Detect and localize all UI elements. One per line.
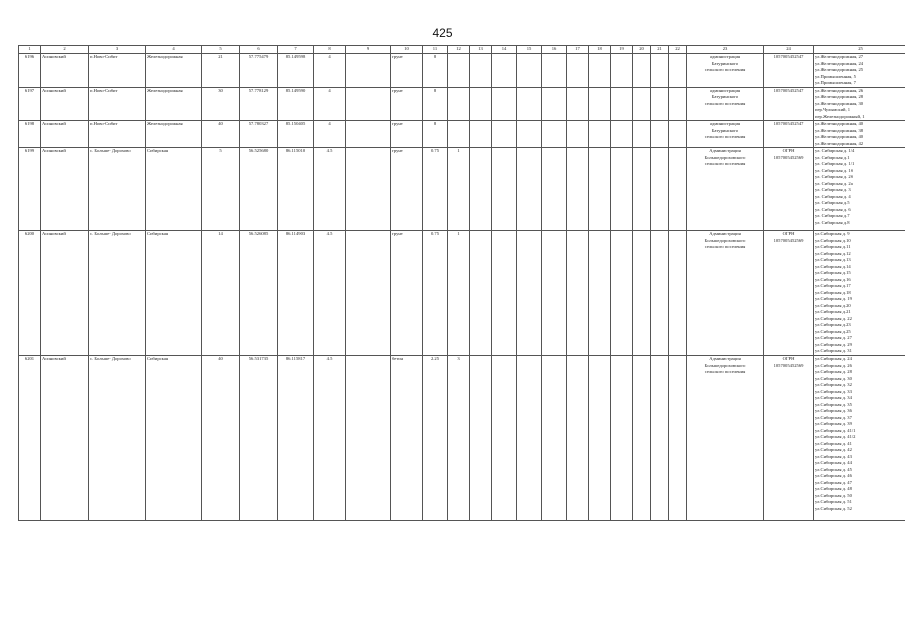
address-line: ул.Железнодорожная, 25 [815,67,864,72]
address-line: ул. Сибирская д. 4 [815,193,851,199]
cell-21 [651,54,669,88]
address-line: ул.Сибирская д. 50 [815,492,852,498]
address-line: ул.Сибирская д.21 [815,309,851,314]
cell-3: п.Ново-Сибит [89,121,146,148]
address-line: ул.Сибирская д.13 [815,257,851,262]
cell-4: Сибирская [146,231,202,356]
cell-13 [470,54,492,88]
address-line: ул. Сибирская д. 1/4 [815,148,855,153]
address-line: ул.Сибирская д. 41 [815,440,852,446]
column-number-row [19,46,905,54]
cell-14 [492,121,517,148]
cell-line: сельского поселения [704,67,746,72]
cell-20 [633,356,651,521]
address-line: ул.Промышленная, 7 [815,80,856,85]
cell-22 [669,54,687,88]
cell-5: 14 [202,231,240,356]
cell-23-multiline [687,54,764,88]
address-line: ул.Сибирская д. 26 [815,362,852,368]
cell-line: сельского поселения [704,134,746,139]
cell-line: сельского поселения [704,244,746,249]
cell-2: Асиновский [41,148,89,231]
cell-7: 86.115010 [278,148,314,231]
cell-3: с. Больше- Дорохово [89,148,146,231]
column-number-header: 1 [19,46,41,54]
cell-7: 85.149590 [278,87,314,121]
cell-line: администрация [709,54,741,59]
cell-4: Железнодорожная [146,121,202,148]
cell-1: 6200 [19,231,41,356]
cell-line: Большедороховского [704,237,746,243]
cell-line: сельского поселения [704,161,746,166]
cell-17 [567,87,589,121]
cell-19 [611,148,633,231]
cell-9 [346,121,391,148]
cell-20 [633,87,651,121]
column-number-header: 14 [492,46,517,54]
cell-11: 8 [423,121,448,148]
cell-1: 6197 [19,87,41,121]
address-line: ул.Железнодорожная, 30 [815,100,864,106]
address-line: ул. Сибирская д. 1б [815,167,854,173]
address-line: ул.Сибирская д. 29 [815,341,852,347]
address-line: ул.Сибирская д. 35 [815,401,852,407]
cell-25-multiline [814,356,905,521]
cell-3: с. Больше- Дорохово [89,356,146,521]
address-line: ул.Железнодорожная, 27 [815,54,864,59]
address-line: ул.Железнодорожная, 40 [815,121,864,126]
column-number-header: 2 [41,46,89,54]
cell-7: 85.150405 [278,121,314,148]
cell-line: 1057005452547 [773,54,804,59]
cell-1: 6201 [19,356,41,521]
cell-24-multiline [764,356,814,521]
cell-19 [611,54,633,88]
cell-9 [346,356,391,521]
cell-18 [589,356,611,521]
cell-17 [567,148,589,231]
column-number-header: 18 [589,46,611,54]
cell-12 [448,87,470,121]
address-line: ул.Сибирская д.23 [815,322,851,327]
cell-7: 86.115817 [278,356,314,521]
registry-table [18,45,905,521]
cell-line: ОГРН [782,356,795,361]
cell-13 [470,121,492,148]
address-line: ул.Сибирская д.20 [815,302,851,308]
cell-14 [492,54,517,88]
address-line: ул.Промышленная, 5 [815,73,856,79]
address-line: ул.Железнодорожная, 38 [815,127,864,133]
column-number-header: 22 [669,46,687,54]
cell-3: п.Ново-Сибит [89,54,146,88]
cell-line: 1057005452569 [773,237,804,243]
column-number-header: 24 [764,46,814,54]
cell-line: ОГРН [782,231,795,236]
cell-21 [651,121,669,148]
cell-20 [633,121,651,148]
cell-24-multiline [764,54,814,88]
cell-line: Администрация [709,231,741,236]
cell-16 [542,231,567,356]
cell-19 [611,87,633,121]
cell-7: 85.149598 [278,54,314,88]
column-number-header: 8 [314,46,346,54]
cell-24-multiline [764,231,814,356]
cell-22 [669,121,687,148]
address-line: ул.Сибирская д. 44 [815,460,852,465]
cell-14 [492,148,517,231]
address-line: ул.Железнодорожная, 28 [815,94,864,99]
address-line: ул.Сибирская д. 34 [815,395,852,400]
cell-22 [669,356,687,521]
address-line: ул.Сибирская д. 47 [815,479,852,485]
cell-22 [669,148,687,231]
cell-9 [346,148,391,231]
cell-5: 30 [202,87,240,121]
address-line: ул.Сибирская д. 9 [815,231,850,236]
cell-23-multiline [687,356,764,521]
column-number-header: 9 [346,46,391,54]
cell-1: 6199 [19,148,41,231]
cell-line: 1057005452547 [773,121,804,126]
address-line: ул.Сибирская д. 30 [815,375,852,381]
cell-3: с. Больше- Дорохово [89,231,146,356]
cell-line: Батуринского [711,60,739,66]
cell-2: Асиновский [41,356,89,521]
cell-5: 21 [202,54,240,88]
column-number-header: 10 [391,46,423,54]
cell-21 [651,356,669,521]
cell-24-multiline [764,87,814,121]
cell-14 [492,356,517,521]
cell-line: Большедороховского [704,362,746,368]
address-line: ул.Сибирская д. 51 [815,499,852,504]
column-number-header: 21 [651,46,669,54]
cell-8: 4.5 [314,148,346,231]
column-number-header: 13 [470,46,492,54]
cell-19 [611,231,633,356]
address-line: ул.Железнодорожная, 24 [815,60,864,66]
table-row [19,87,905,121]
cell-22 [669,231,687,356]
cell-6: 56.525680 [240,148,278,231]
address-line: ул.Сибирская д. 31 [815,348,852,353]
cell-7: 86.114903 [278,231,314,356]
cell-4: Железнодорожная [146,54,202,88]
cell-11: 2.25 [423,356,448,521]
cell-15 [517,87,542,121]
address-line: ул.Сибирская д. 52 [815,505,852,511]
cell-16 [542,356,567,521]
address-line: ул. Сибирская д. 6 [815,206,851,212]
cell-12 [448,54,470,88]
cell-2: Асиновский [41,121,89,148]
cell-15 [517,54,542,88]
address-line: ул. Сибирская д. 1/1 [815,161,855,166]
cell-16 [542,121,567,148]
column-number-header: 3 [89,46,146,54]
cell-22 [669,87,687,121]
cell-11: 0.75 [423,148,448,231]
column-number-header: 4 [146,46,202,54]
cell-8: 4.5 [314,231,346,356]
cell-14 [492,231,517,356]
cell-line: Администрация [709,356,741,361]
cell-8: 4 [314,54,346,88]
cell-23-multiline [687,121,764,148]
cell-12: 1 [448,148,470,231]
cell-5: 40 [202,356,240,521]
cell-13 [470,231,492,356]
cell-6: 57.775479 [240,54,278,88]
cell-13 [470,148,492,231]
cell-4: Сибирская [146,148,202,231]
cell-21 [651,231,669,356]
cell-18 [589,148,611,231]
address-line: ул.Сибирская д.11 [815,244,851,249]
cell-10: грунт [391,231,423,356]
cell-25-multiline [814,231,905,356]
column-number-header: 7 [278,46,314,54]
cell-21 [651,148,669,231]
cell-23-multiline [687,148,764,231]
cell-10: грунт [391,54,423,88]
column-number-header: 19 [611,46,633,54]
cell-11: 8 [423,87,448,121]
cell-9 [346,87,391,121]
address-line: ул.Сибирская д.25 [815,328,851,334]
cell-15 [517,121,542,148]
cell-8: 4.5 [314,356,346,521]
cell-20 [633,148,651,231]
cell-17 [567,121,589,148]
address-line: ул.Сибирская д. 24 [815,356,852,361]
address-line: ул.Сибирская д.16 [815,276,851,282]
cell-line: сельского поселения [704,100,746,106]
address-line: пер.Чулымский, 1 [815,107,851,112]
cell-1: 6198 [19,121,41,148]
cell-16 [542,87,567,121]
cell-18 [589,87,611,121]
address-line: ул. Сибирская д.5 [815,200,850,205]
address-line: ул.Сибирская д.12 [815,250,851,256]
cell-13 [470,356,492,521]
cell-23-multiline [687,87,764,121]
column-number-header: 25 [814,46,905,54]
cell-13 [470,87,492,121]
cell-10: грунт [391,148,423,231]
table-row [19,54,905,88]
cell-line: 1057005452569 [773,154,804,160]
cell-6: 56.531735 [240,356,278,521]
cell-4: Сибирская [146,356,202,521]
address-line: ул.Сибирская д. 28 [815,369,852,374]
cell-16 [542,148,567,231]
address-line: ул.Сибирская д. 45 [815,466,852,472]
cell-18 [589,121,611,148]
column-number-header: 23 [687,46,764,54]
cell-25-multiline [814,54,905,88]
cell-line: администрация [709,87,741,93]
cell-11: 0.75 [423,231,448,356]
address-line: ул.Сибирская д. 37 [815,414,852,420]
cell-line: Батуринского [711,94,739,99]
cell-9 [346,54,391,88]
cell-17 [567,231,589,356]
address-line: ул.Сибирская д. 41/2 [815,434,856,439]
cell-8: 4 [314,87,346,121]
address-line: ул. Сибирская д. 3 [815,187,851,192]
address-line: ул.Сибирская д. 36 [815,408,852,413]
address-line: ул. Сибирская д.1 [815,154,850,160]
cell-2: Асиновский [41,231,89,356]
cell-18 [589,231,611,356]
column-number-header: 6 [240,46,278,54]
address-line: ул.Сибирская д. 39 [815,421,852,426]
cell-19 [611,356,633,521]
cell-line: сельского поселения [704,369,746,374]
cell-25-multiline [814,148,905,231]
address-line: ул.Железнодорожная, 26 [815,87,864,93]
column-number-header: 5 [202,46,240,54]
cell-6: 56.526085 [240,231,278,356]
address-line: ул.Сибирская д. 32 [815,382,852,387]
cell-20 [633,231,651,356]
address-line: ул. Сибирская д. 2а [815,180,853,186]
column-number-header: 17 [567,46,589,54]
cell-12 [448,121,470,148]
table-row [19,231,905,356]
cell-10: грунт [391,121,423,148]
address-line: ул.Железнодорожная, 40 [815,134,864,139]
cell-12: 1 [448,231,470,356]
address-line: ул.Сибирская д. 33 [815,388,852,394]
cell-21 [651,87,669,121]
column-number-header: 20 [633,46,651,54]
cell-line: Большедороховского [704,154,746,160]
cell-1: 6196 [19,54,41,88]
address-line: ул.Сибирская д.15 [815,270,851,275]
cell-8: 4 [314,121,346,148]
table-row [19,148,905,231]
cell-16 [542,54,567,88]
cell-18 [589,54,611,88]
address-line: ул. Сибирская д.7 [815,213,850,218]
cell-4: Железнодорожная [146,87,202,121]
cell-5: 40 [202,121,240,148]
cell-10: грунт [391,87,423,121]
cell-25-multiline [814,121,905,148]
table-row [19,356,905,521]
address-line: ул. Сибирская д. 2б [815,174,854,179]
address-line: ул.Сибирская д. 42 [815,447,852,452]
column-number-header: 15 [517,46,542,54]
cell-3: п.Ново-Сибит [89,87,146,121]
table-row [19,121,905,148]
column-number-header: 16 [542,46,567,54]
cell-23-multiline [687,231,764,356]
cell-24-multiline [764,148,814,231]
cell-25-multiline [814,87,905,121]
address-line: ул.Железнодорожная, 42 [815,140,864,146]
cell-12: 3 [448,356,470,521]
address-line: пер.Железнодорожный, 1 [815,113,865,119]
cell-line: администрация [709,121,741,126]
address-line: ул.Сибирская д. 48 [815,486,852,491]
address-line: ул.Сибирская д.14 [815,263,851,269]
cell-15 [517,231,542,356]
cell-14 [492,87,517,121]
cell-2: Асиновский [41,87,89,121]
cell-19 [611,121,633,148]
cell-17 [567,356,589,521]
address-line: ул.Сибирская д. 46 [815,473,852,478]
cell-line: Батуринского [711,127,739,133]
cell-10: бетон [391,356,423,521]
cell-6: 57.780327 [240,121,278,148]
cell-15 [517,148,542,231]
address-line: ул. Сибирская д.8 [815,219,850,225]
address-line: ул.Сибирская д.10 [815,237,851,243]
cell-17 [567,54,589,88]
cell-line: 1057005452569 [773,362,804,368]
cell-6: 57.778129 [240,87,278,121]
cell-20 [633,54,651,88]
address-line: ул.Сибирская д.17 [815,283,851,288]
cell-2: Асиновский [41,54,89,88]
page-number: 425 [432,26,453,40]
address-line: ул.Сибирская д. 41/1 [815,427,856,433]
cell-15 [517,356,542,521]
address-line: ул.Сибирская д. 27 [815,335,852,340]
cell-5: 5 [202,148,240,231]
cell-line: Администрация [709,148,741,153]
address-line: ул.Сибирская д. 19 [815,296,852,301]
address-line: ул.Сибирская д.18 [815,289,851,295]
cell-24-multiline [764,121,814,148]
column-number-header: 12 [448,46,470,54]
address-line: ул.Сибирская д. 43 [815,453,852,459]
cell-9 [346,231,391,356]
cell-line: ОГРН [782,148,795,153]
cell-line: 1057005452547 [773,87,804,93]
column-number-header: 11 [423,46,448,54]
address-line: ул.Сибирская д. 22 [815,315,852,321]
cell-11: 8 [423,54,448,88]
